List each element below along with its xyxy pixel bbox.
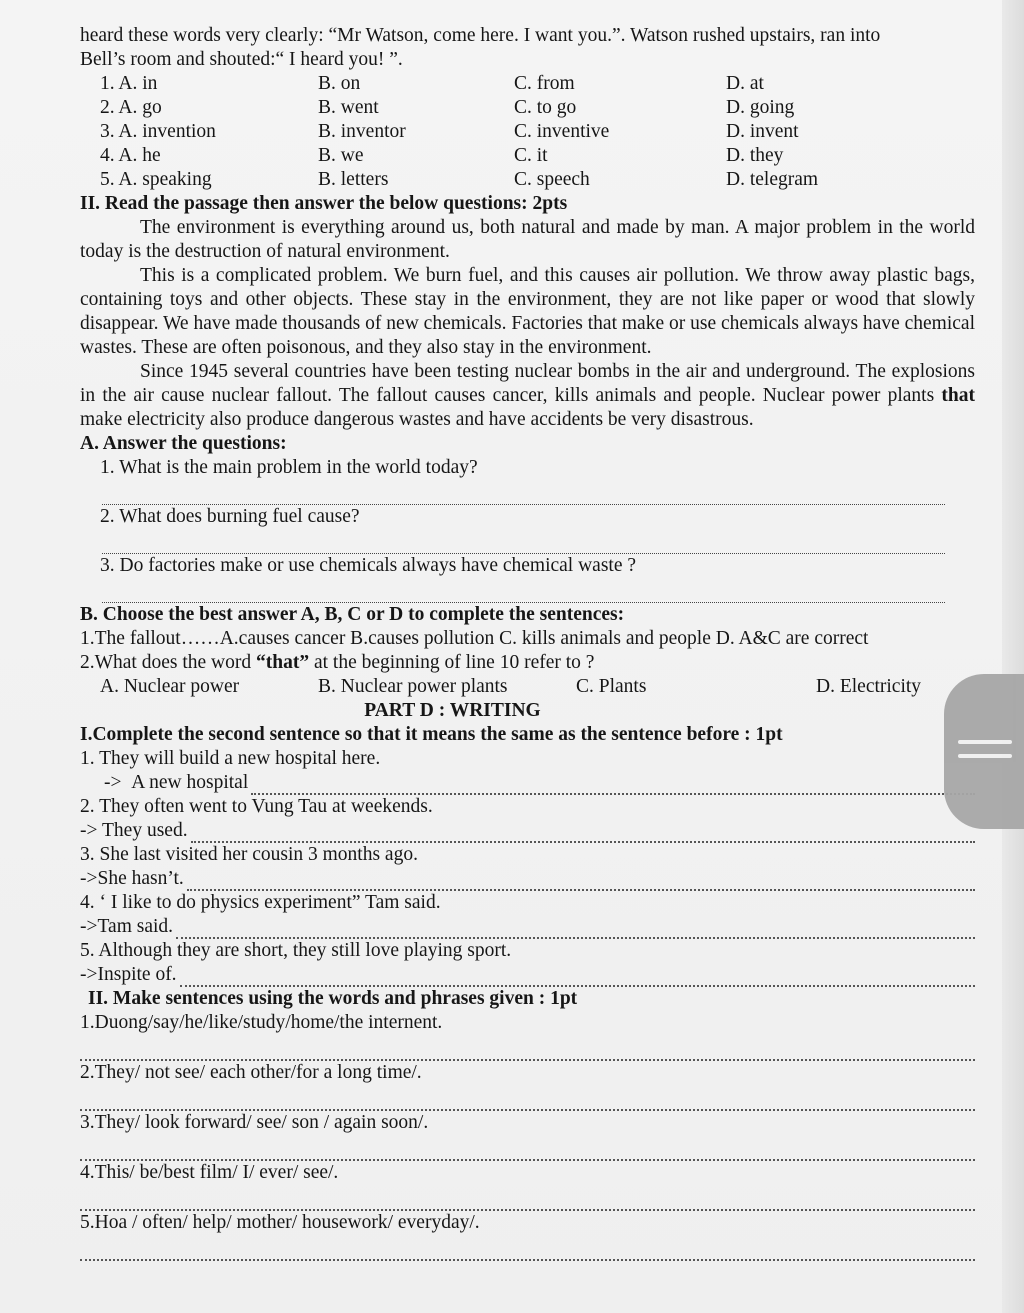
mc-option-a: 4. A. he xyxy=(100,145,161,166)
dotted-fill xyxy=(191,824,975,843)
mc-option-a: 5. A. speaking xyxy=(100,169,212,190)
dotted-fill xyxy=(180,968,975,987)
option-d: D. Electricity xyxy=(816,676,922,697)
dotted-fill xyxy=(176,920,975,939)
mc-option-b: B. went xyxy=(318,97,379,118)
intro-line-1: heard these words very clearly: “Mr Watson, come here. I want you.”. Watson rushed upstairs, ran into xyxy=(80,25,881,46)
drag-handle[interactable] xyxy=(944,674,1024,829)
answer-line[interactable] xyxy=(102,480,945,505)
question: 1. What is the main problem in the world today? xyxy=(100,457,478,478)
rewrite-start: -> They used. xyxy=(80,820,188,841)
question-bold-word: “that” xyxy=(256,652,310,673)
answer-line[interactable] xyxy=(80,1135,975,1161)
mc-option-c: C. to go xyxy=(514,97,577,118)
section-2-title: II. Read the passage then answer the below questions: 2pts xyxy=(80,193,568,214)
make-sentence-prompt: 5.Hoa / often/ help/ mother/ housework/ everyday/. xyxy=(80,1212,480,1233)
passage-text: Since 1945 several countries have been testing nuclear bombs in the air and underground. The explosions in the air cause nuclear fallout. The fallout causes cancer, kills animals and people. Nuclear power plants xyxy=(80,361,975,406)
option-c: C. Plants xyxy=(576,676,647,697)
mc-option-a: 3. A. invention xyxy=(100,121,216,142)
passage-paragraph-1: The environment is everything around us, both natural and made by man. A major problem in the world today is the destruction of natural environment. xyxy=(80,217,975,262)
question: 2. What does burning fuel cause? xyxy=(100,506,360,527)
rewrite-start: ->She hasn’t. xyxy=(80,868,184,889)
dotted-fill xyxy=(187,872,975,891)
mc-option-c: C. it xyxy=(514,145,548,166)
part-b-question-2 xyxy=(80,651,975,675)
rewrite-answer[interactable] xyxy=(80,867,975,891)
part-b-title: B. Choose the best answer A, B, C or D to complete the sentences: xyxy=(80,604,625,625)
mc-option-c: C. inventive xyxy=(514,121,610,142)
part-b-question-1: 1.The fallout……A.causes cancer B.causes pollution C. kills animals and people D. A&C are correct xyxy=(80,628,869,649)
rewrite-start: ->Inspite of. xyxy=(80,964,177,985)
mc-row xyxy=(80,144,975,168)
mc-row xyxy=(80,120,975,144)
question: 3. Do factories make or use chemicals always have chemical waste ? xyxy=(100,555,637,576)
mc-option-d: D. at xyxy=(726,73,764,94)
passage-text: make electricity also produce dangerous wastes and have accidents be very disastrous. xyxy=(80,409,754,430)
worksheet-content xyxy=(80,24,975,1261)
rewrite-start: -> A new hospital xyxy=(104,772,249,793)
question-text: 2.What does the word xyxy=(80,652,256,673)
part-b-options xyxy=(80,675,975,699)
mc-option-c: C. from xyxy=(514,73,575,94)
page-edge xyxy=(1002,0,1024,1313)
part-a-title: A. Answer the questions: xyxy=(80,433,287,454)
mc-table xyxy=(80,72,975,192)
question-text: at the beginning of line 10 refer to ? xyxy=(309,652,595,673)
rewrite-prompt: 3. She last visited her cousin 3 months ago. xyxy=(80,844,418,865)
option-b: B. Nuclear power plants xyxy=(318,676,508,697)
mc-option-d: D. invent xyxy=(726,121,799,142)
rewrite-answer[interactable] xyxy=(80,915,975,939)
writing-section-2-title: II. Make sentences using the words and phrases given : 1pt xyxy=(88,988,578,1009)
passage-paragraph-3 xyxy=(80,360,975,432)
mc-option-d: D. they xyxy=(726,145,784,166)
dotted-fill xyxy=(251,776,975,795)
answer-line[interactable] xyxy=(80,1035,975,1061)
mc-option-d: D. telegram xyxy=(726,169,819,190)
grip-line-icon xyxy=(958,740,1012,744)
make-sentence-prompt: 4.This/ be/best film/ I/ ever/ see/. xyxy=(80,1162,339,1183)
mc-row xyxy=(80,72,975,96)
rewrite-answer[interactable] xyxy=(80,819,975,843)
passage-bold-word: that xyxy=(941,385,975,406)
make-sentence-prompt: 3.They/ look forward/ see/ son / again soon/. xyxy=(80,1112,429,1133)
passage-paragraph-2: This is a complicated problem. We burn fuel, and this causes air pollution. We throw away plastic bags, containing toys and other objects. These stay in the environment, they are not like paper or wood that slowly disappear. We have made thousands of new chemicals. Factories that make or use chemicals always have chemical wastes. These are often poisonous, and they also stay in the environment. xyxy=(80,265,975,358)
rewrite-start: ->Tam said. xyxy=(80,916,174,937)
mc-row xyxy=(80,168,975,192)
make-sentence-prompt: 2.They/ not see/ each other/for a long time/. xyxy=(80,1062,422,1083)
grip-line-icon xyxy=(958,754,1012,758)
mc-option-a: 1. A. in xyxy=(100,73,158,94)
rewrite-prompt: 1. They will build a new hospital here. xyxy=(80,748,381,769)
mc-option-b: B. on xyxy=(318,73,361,94)
mc-option-b: B. inventor xyxy=(318,121,406,142)
answer-line[interactable] xyxy=(80,1185,975,1211)
mc-option-d: D. going xyxy=(726,97,795,118)
part-d-title: PART D : WRITING xyxy=(364,700,541,721)
option-a: A. Nuclear power xyxy=(100,676,240,697)
rewrite-prompt: 2. They often went to Vung Tau at weekends. xyxy=(80,796,433,817)
mc-row xyxy=(80,96,975,120)
rewrite-prompt: 5. Although they are short, they still love playing sport. xyxy=(80,940,512,961)
mc-option-c: C. speech xyxy=(514,169,590,190)
intro-line-2: Bell’s room and shouted:“ I heard you! ”. xyxy=(80,49,403,70)
answer-line[interactable] xyxy=(80,1085,975,1111)
mc-option-a: 2. A. go xyxy=(100,97,162,118)
rewrite-answer[interactable] xyxy=(80,963,975,987)
answer-line[interactable] xyxy=(102,529,945,554)
rewrite-prompt: 4. ‘ I like to do physics experiment” Tam said. xyxy=(80,892,441,913)
make-sentence-prompt: 1.Duong/say/he/like/study/home/the internent. xyxy=(80,1012,443,1033)
answer-line[interactable] xyxy=(102,578,945,603)
writing-section-1-title: I.Complete the second sentence so that it means the same as the sentence before : 1pt xyxy=(80,724,783,745)
answer-line[interactable] xyxy=(80,1235,975,1261)
mc-option-b: B. we xyxy=(318,145,364,166)
rewrite-answer[interactable] xyxy=(80,771,975,795)
mc-option-b: B. letters xyxy=(318,169,389,190)
